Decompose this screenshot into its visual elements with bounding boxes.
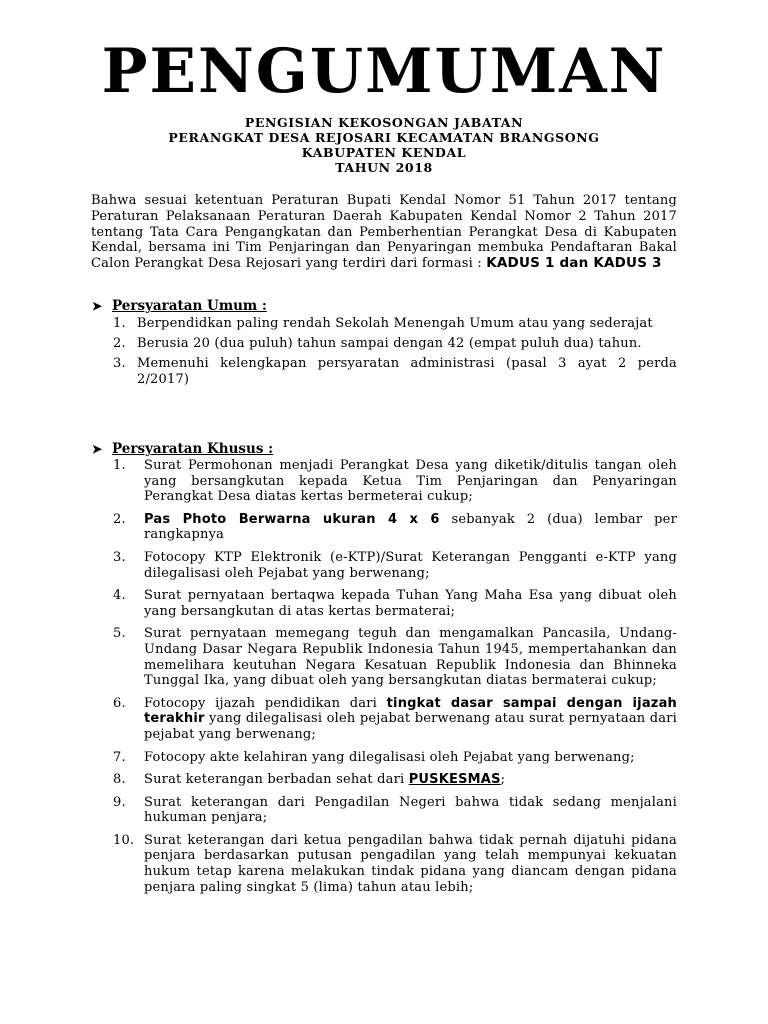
list-item xyxy=(113,458,677,505)
list-item xyxy=(113,795,677,826)
item-text: Fotocopy ijazah pendidikan dari xyxy=(144,695,387,711)
heading-text: Persyaratan Umum : xyxy=(112,298,267,314)
arrow-bullet-icon: ➤ xyxy=(92,299,103,313)
subtitle-line: KABUPATEN KENDAL xyxy=(301,145,467,160)
list-item xyxy=(113,356,677,387)
list-item xyxy=(113,696,677,743)
formasi-text: KADUS 1 dan KADUS 3 xyxy=(486,255,662,272)
item-text: Surat keterangan berbadan sehat dari xyxy=(144,772,409,788)
subtitle-line: PENGISIAN KEKOSONGAN JABATAN xyxy=(244,115,524,130)
intro-text: Bahwa sesuai ketentuan Peraturan Bupati Kendal Nomor 51 Tahun 2017 tentang Peraturan Pelaksanaan Peraturan Daerah Kabupaten Kendal Nomor 2 Tahun 2017 tentang Tata Cara Pengangkatan dan Pemberhentian Perangkat Desa di Kabupaten Kendal, bersama ini Tim Penjaringan dan Penyaringan membuka Pendaftaran Bakal Calon Perangkat Desa Rejosari yang terdiri dari formasi : xyxy=(91,193,677,272)
item-text: Memenuhi kelengkapan persyaratan administrasi (pasal 3 ayat 2 perda 2/2017) xyxy=(137,356,677,387)
item-text: sebanyak 2 (dua) lembar per rangkapnya xyxy=(144,511,677,543)
item-number: 7. xyxy=(113,749,126,765)
list-item xyxy=(113,550,677,581)
item-text: yang dilegalisasi oleh pejabat berwenang atau surat pernyataan dari pejabat yang berwenang; xyxy=(144,711,677,742)
list-item xyxy=(113,588,677,619)
intro-paragraph xyxy=(91,193,677,272)
khusus-list xyxy=(113,458,677,895)
item-text: Berpendidkan paling rendah Sekolah Menengah Umum atau yang sederajat xyxy=(137,316,653,331)
item-number: 10. xyxy=(113,832,135,848)
item-text: Surat keterangan dari ketua pengadilan bahwa tidak pernah dijatuhi pidana penjara berdasarkan putusan pengadilan yang telah mempunyai kekuatan hukum tetap karena melakukan tindak pidana yang diancam dengan pidana penjara paling singkat 5 (lima) tahun atau lebih; xyxy=(144,832,677,895)
item-text: Fotocopy akte kelahiran yang dilegalisasi oleh Pejabat yang berwenang; xyxy=(144,749,635,765)
item-number: 2. xyxy=(113,335,126,351)
item-text: Surat keterangan dari Pengadilan Negeri bahwa tidak sedang menjalani hukuman penjara; xyxy=(144,794,677,826)
umum-list xyxy=(113,316,677,387)
item-bold-text: PUSKESMAS xyxy=(408,772,501,788)
item-text: Surat pernyataan bertaqwa kepada Tuhan Yang Maha Esa yang dibuat oleh yang bersangkutan di atas kertas bermaterai; xyxy=(144,588,677,619)
list-item xyxy=(113,336,677,352)
list-item xyxy=(113,833,677,895)
item-bold-text: Pas Photo Berwarna ukuran 4 x 6 xyxy=(144,511,440,527)
arrow-bullet-icon: ➤ xyxy=(92,442,103,456)
list-item xyxy=(113,316,677,332)
item-number: 2. xyxy=(113,511,126,527)
item-number: 8. xyxy=(113,772,126,788)
item-number: 3. xyxy=(113,549,126,565)
item-bold-text: tingkat dasar sampai dengan ijazah terakhir xyxy=(144,695,677,727)
list-item xyxy=(113,512,677,543)
item-number: 9. xyxy=(113,794,126,810)
item-text: Berusia 20 (dua puluh) tahun sampai dengan 42 (empat puluh dua) tahun. xyxy=(137,335,642,351)
item-number: 1. xyxy=(113,316,126,331)
list-item xyxy=(113,626,677,688)
subtitle-line: TAHUN 2018 xyxy=(335,160,433,175)
list-item xyxy=(113,772,677,788)
item-text: Fotocopy KTP Elektronik (e-KTP)/Surat Keterangan Pengganti e-KTP yang dilegalisasi oleh Pejabat yang berwenang; xyxy=(144,549,677,581)
item-number: 6. xyxy=(113,695,126,711)
item-number: 3. xyxy=(113,356,126,372)
item-number: 5. xyxy=(113,626,126,642)
item-number: 4. xyxy=(113,588,126,604)
section-heading-khusus xyxy=(92,441,273,457)
item-number: 1. xyxy=(113,458,126,473)
list-item xyxy=(113,750,677,766)
subtitle-line: PERANGKAT DESA REJOSARI KECAMATAN BRANGSONG xyxy=(168,130,600,145)
heading-text: Persyaratan Khusus : xyxy=(112,441,274,457)
item-text: Surat Permohonan menjadi Perangkat Desa yang diketik/ditulis tangan oleh yang bersangkutan kepada Ketua Tim Penjaringan dan Penyaringan Perangkat Desa diatas kertas bermeterai cukup; xyxy=(144,458,677,505)
item-text: ; xyxy=(500,772,506,788)
page-title: PENGUMUMAN xyxy=(101,36,667,107)
section-heading-umum xyxy=(92,298,267,314)
subtitle-block xyxy=(0,115,768,175)
item-text: Surat pernyataan memegang teguh dan mengamalkan Pancasila, Undang-Undang Dasar Negara Republik Indonesia Tahun 1945, mempertahankan dan memelihara keutuhan Negara Kesatuan Republik Indonesia dan Bhinneka Tunggal Ika, yang dibuat oleh yang bersangkutan diatas bermaterai cukup; xyxy=(144,626,677,689)
